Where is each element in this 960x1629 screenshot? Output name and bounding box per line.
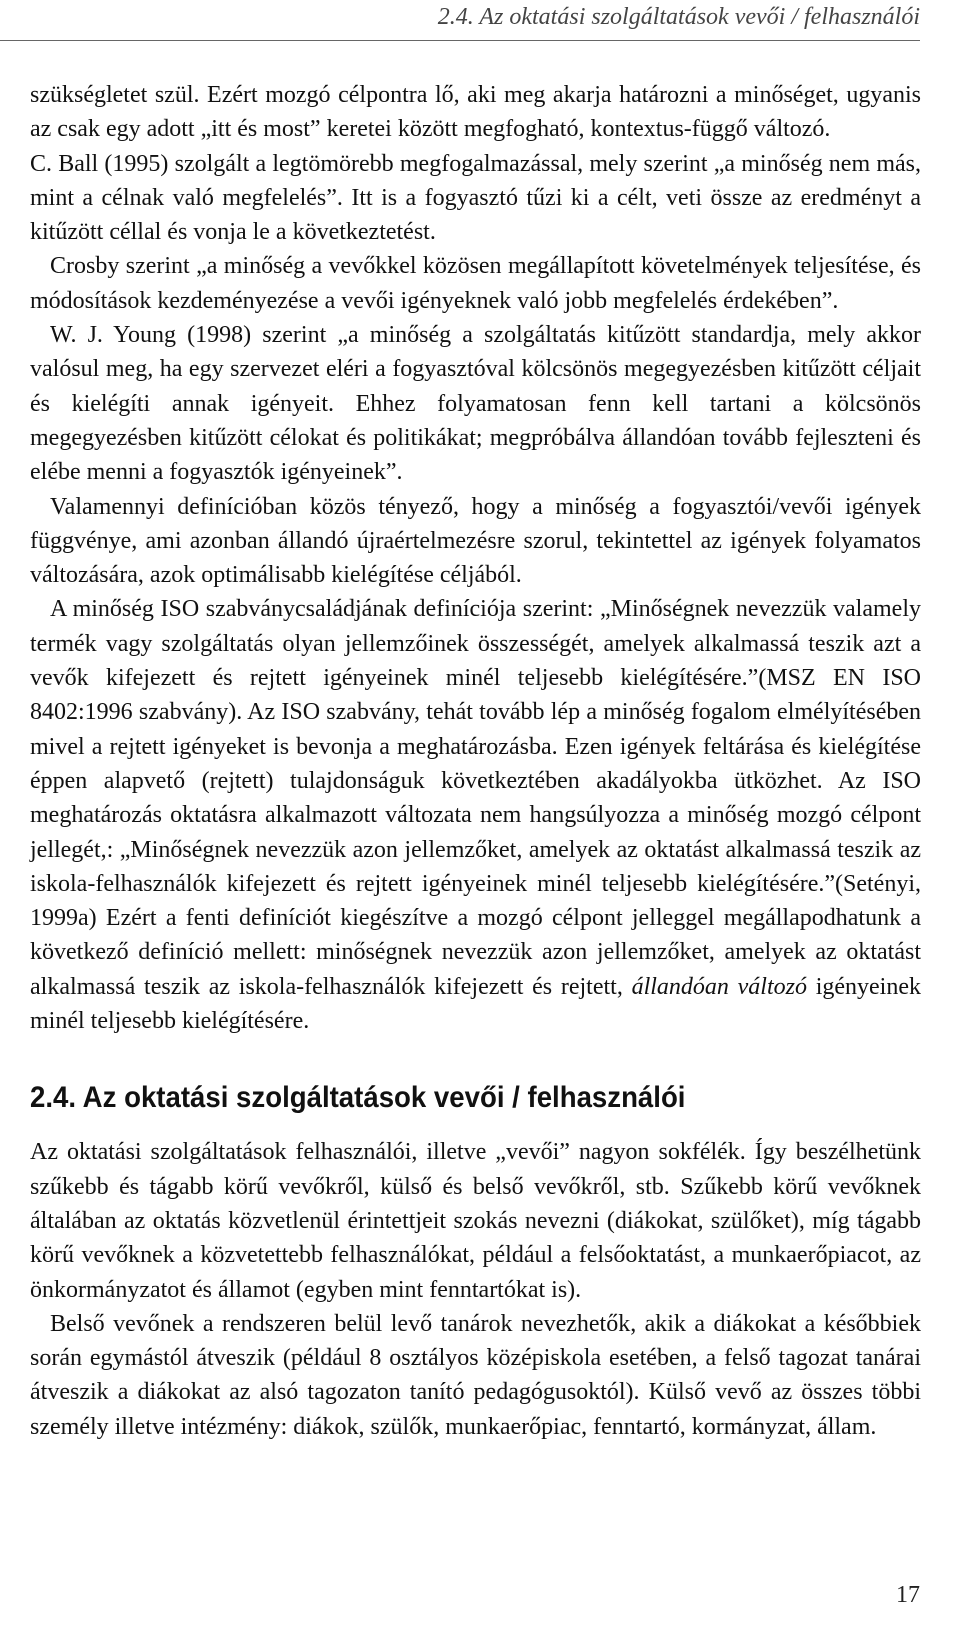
section-heading: 2.4. Az oktatási szolgáltatások vevői / felhasználói bbox=[30, 1081, 686, 1115]
paragraph-ball-definition: C. Ball (1995) szolgált a legtömörebb megfogalmazással, mely szerint „a minőség nem más, mint a célnak való megfelelés”. Itt is a fogyasztó tűzi ki a célt, veti össze az eredményt a kitűzött céllal és vonja le a következtetést. bbox=[30, 150, 921, 246]
iso-text-end: igényeinek minél teljesebb kielégítésére. bbox=[30, 973, 921, 1035]
iso-text-main: A minőség ISO szabványcsaládjának definíciója szerint: „Minőségnek nevezzük valamely termék vagy szolgáltatás olyan jellemzőinek összességét, amelyek alkalmassá teszik azt a vevők kifejezett és rejtett igényeinek minél teljesebb kielégítésére.”(MSZ EN ISO 8402:1996 szabvány). Az ISO szabvány, tehát tovább lép a minőség fogalom elmélyítésében mivel a rejtett igényeket is bevonja a meghatározásba. Ezen igények feltárása és kielégítése éppen alapvető (rejtett) tulajdonságuk következtében akadályokba ütközhet. Az ISO meghatározás oktatásra alkalmazott változata nem hangsúlyozza a minőség mozgó célpont jellegét,: „Minőségnek nevezzük azon jellemzőket, amelyek az oktatást alkalmassá teszik az iskola-felhasználók kifejezett és rejtett igényeinek minél teljesebb kielégítésére.”(Setényi, 1999a) Ezért a fenti definíciót kiegészítve a mozgó célpont jelleggel megállapodhatunk a következő definíció mellett: minőségnek nevezzük azon jellemzőket, amelyek az oktatást alkalmassá teszik az iskola-felhasználók kifejezett és rejtett, bbox=[30, 596, 921, 1000]
running-header: 2.4. Az oktatási szolgáltatások vevői / felhasználói bbox=[437, 4, 920, 30]
header-rule bbox=[0, 40, 920, 41]
paragraph-iso-definition bbox=[30, 592, 921, 1038]
paragraph-crosby-definition: Crosby szerint „a minőség a vevőkkel közösen megállapított követelmények teljesítése, és módosítások kezdeményezése a vevői igényeknek való jobb megfelelés érdekében”. bbox=[30, 253, 921, 314]
paragraph-common-factor: Valamennyi definícióban közös tényező, hogy a minőség a fogyasztói/vevői igények függvénye, ami azonban állandó újraértelmezésre szorul, tekintettel az igények folyamatos változására, azok optimálisabb kielégítése céljából. bbox=[30, 493, 921, 589]
paragraph-young-definition: W. J. Young (1998) szerint „a minőség a szolgáltatás kitűzött standardja, mely akkor valósul meg, ha egy szervezet eléri a fogyasztóval kölcsönös megegyezésben kitűzött céljait és kielégíti annak igényeit. Ehhez folyamatosan fenn kell tartani a kölcsönös megegyezésben kitűzött célokat és politikákat; megpróbálva állandóan tovább fejleszteni és elébe menni a fogyasztók igényeinek”. bbox=[30, 322, 921, 486]
paragraph-internal-external-customers: Belső vevőnek a rendszeren belül levő tanárok nevezhetők, akik a diákokat a későbbiek során egymástól átveszik (például 8 osztályos középiskola esetében, a felső tagozat tanárai átveszik a diákokat az alsó tagozaton tanító pedagógusoktól). Külső vevő az összes többi személy illetve intézmény: diákok, szülők, munkaerőpiac, fenntartó, kormányzat, állam. bbox=[30, 1310, 921, 1440]
page-content bbox=[30, 78, 921, 1444]
paragraph-continuation: szükségletet szül. Ezért mozgó célpontra lő, aki meg akarja határozni a minőséget, ugyanis az csak egy adott „itt és most” keretei között megfogható, kontextus-függő változó. bbox=[30, 82, 921, 143]
iso-text-emphasis: állandóan változó bbox=[631, 973, 807, 1000]
page-number: 17 bbox=[896, 1582, 920, 1608]
paragraph-users-overview: Az oktatási szolgáltatások felhasználói, illetve „vevői” nagyon sokfélék. Így beszélhetünk szűkebb és tágabb körű vevőkről, külső és belső vevőkről, stb. Szűkebb körű vevőknek általában az oktatás közvetlenül érintettjeit szokás nevezni (diákokat, szülőket), míg tágabb körű vevőknek a közvetettebb felhasználókat, például a felsőoktatást, a munkaerőpiacot, az önkormányzatot és államot (egyben mint fenntartókat is). bbox=[30, 1139, 921, 1303]
